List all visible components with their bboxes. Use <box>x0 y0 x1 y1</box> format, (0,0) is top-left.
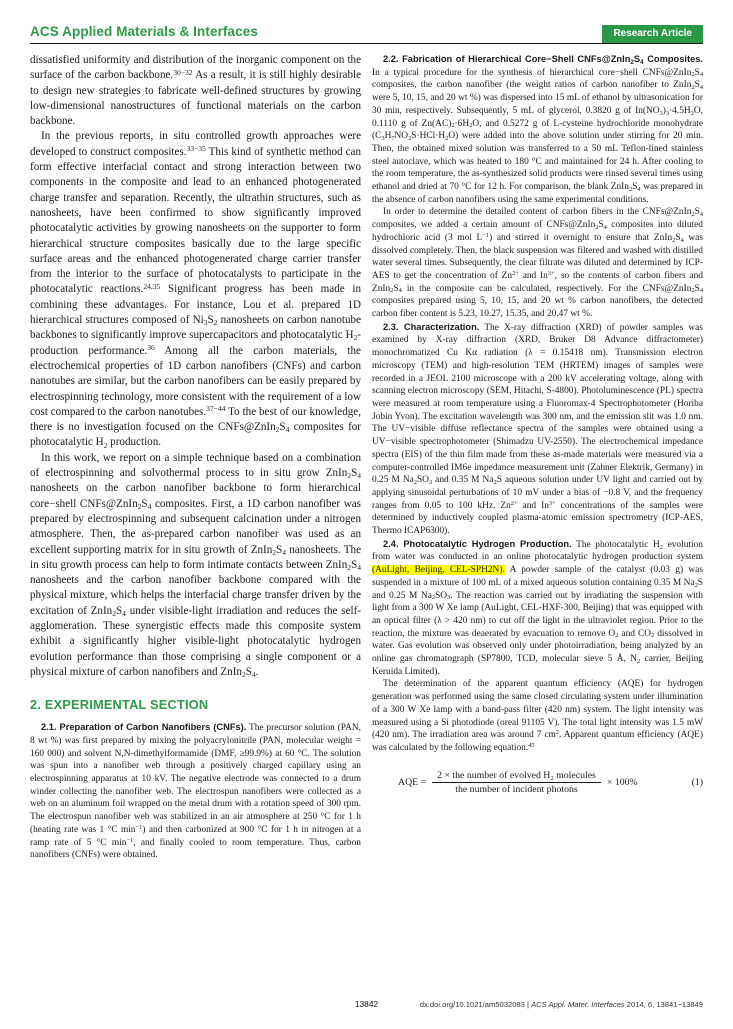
paragraph <box>30 721 361 862</box>
left-column <box>30 53 361 862</box>
research-article-badge: Research Article <box>602 25 703 43</box>
equation-rhs: × 100% <box>606 776 638 788</box>
subsection-heading-2-2: 2.2. Fabrication of Hierarchical Core−Shell $CNFs@ZnIn_2S_4$ Composites. <box>383 54 703 66</box>
subsection-heading-2-4: 2.4. Photocatalytic Hydrogen Production. <box>383 538 572 549</box>
subsection-heading-2-1: 2.1. Preparation of Carbon Nanofibers (CNFs). <box>41 722 247 733</box>
paragraph: In order to determine the detailed content of carbon fibers in the $CNFs@ZnIn_2S_4$ composites, we added a certain amount of $CNFs@ZnIn_2S_4$ composites into diluted hydrochloric acid (3 mol $L^{-1}$) and stirred it overnight to ensure that $ZnIn_2S_4$ was dissolved completely. Then, the black suspension was filtered and washed with distilled water several times. Subsequently, the clear filtrate was diluted and determined by ICP-AES to get the concentration of $Zn^{2+}$ and $In^{3+}$, so the contents of carbon fibers and $ZnIn_2S_4$ in the composite can be calculated, respectively. For the $CNFs@ZnIn_2S_4$ composites prepared using 5, 10, 15, and 20 wt % carbon nanofibers, the detected carbon fiber content is 5.23, 10.27, 15.35, and 20.47 wt %. <box>372 207 703 320</box>
right-column <box>372 53 703 862</box>
paragraph <box>372 53 703 206</box>
two-column-body <box>30 53 703 862</box>
footer-volume-pages: 2014, 6, 13841−13849 <box>626 1000 703 1009</box>
equation-fraction <box>432 770 601 795</box>
subsection-body: In a typical procedure for the synthesis of hierarchical core−shell $CNFs@ZnIn_2S_4$ composites, the carbon nanofiber (the weight ratios of carbon nanofiber to $ZnIn_2S_4$ were 5, 10, 15, and 20 wt %) was dispersed into 15 mL of ethanol by ultrasonication for 30 min, respectively. Subsequently, 5 mL of glycerol, 0.3820 g of $In(NO_3)_3\cdot 4.5H_2O$, 0.1110 g of $Zn(AC)_2\cdot 6H_2O$, and 0.5272 g of L-cysteine hydrochloride monohydrate $(C_3H_7NO_2S\cdot HCl\cdot H_2O)$ were added into the above solution under stirring for 20 min. Then, the obtained mixed solution was transferred to a 50 mL Teflon-lined stainless steel autoclave, which was heated to 180 °C and maintained for 24 h. After cooling to the room temperature, the as-synthesized solid products were rinsed several times using ethanol and dried at 70 °C for 12 h. For comparison, the blank $ZnIn_2S_4$ was prepared in the absence of carbon nanofibers using the same experimental conditions. <box>372 67 704 205</box>
subsection-body: The X-ray diffraction (XRD) of powder samples was examined by X-ray diffraction (XRD, Bruker D8 Advance diffractometer) monochromatized Cu Kα radiation (λ = 0.15418 nm). Transmission electron microscopy (TEM) and high-resolution TEM (HRTEM) images of samples were recorded in a JEOL 2100 microscope with a 200 kV accelerating voltage, along with scanning electron microscopy (SEM, Hitachi, S-4800). Photoluminescence (PL) spectra were measured at room temperature using a Fluoromax-4 Spectrophotometer (Horiba Jobin Yvon). The excitation wavelength was 300 nm, and the emission slit was 1.0 nm. The UV−visible diffuse reflectance spectra of the samples were obtained using a UV−visible spectrophotometer (Shimadzu UV-2550). The electrochemical impedance spectra (EIS) of the thin film made from these as-made materials were measured via a computer-controlled IM6e impedance measurement unit (Zahner Elektrik, Germany) in 0.25 M $Na_2SO_3$ and 0.35 M $Na_2S$ aqueous solution under UV light and carried out by applying sinusoidal perturbations of 10 mV under a bias of −0.8 V, and the frequency ranges from 0.05 to 100 kHz. $Zn^{2+}$ and $In^{3+}$ concentrations of the samples were determined by inductively coupled plasma-atomic emission spectrometry (ICP-AES, Thermo ICAP6300). <box>372 322 703 537</box>
paragraph <box>372 321 703 538</box>
page-header <box>30 24 703 43</box>
footer-doi: dx.doi.org/10.1021/am5032083 | <box>419 1000 529 1009</box>
subsection-body: The photocatalytic $H_2$ evolution from water was conducted in an online photocatalytic hydrogen production system <box>372 539 703 563</box>
subsection-body: A powder sample of the catalyst (0.03 g) was suspended in a mixture of 100 mL of a mixed aqueous solution containing 0.35 M $Na_2S$ and 0.25 M $Na_2SO_3$. The reaction was carried out by irradiating the suspension with light from a 300 W Xe lamp (AuLight, CEL-HXF-300, Beijing) that was equipped with an optical filter (λ > 420 nm) to cut off the light in the ultraviolet region. Prior to the reaction, the mixture was deaerated by evacuation to remove $O_2$ and $CO_2$ dissolved in water. Gas evolution was observed only under photoirradiation, being analyzed by an online gas chromatograph (SP7800, TCD, molecular sieve 5 Å, $N_2$ carrier, Beijing Keruida Limited). <box>372 565 703 677</box>
equation-number: (1) <box>691 776 703 788</box>
equation-denominator: the number of incident photons <box>432 782 601 795</box>
paragraph: dissatisfied uniformity and distribution of the inorganic component on the surface of the carbon backbone.$^{30-32}$ As a result, it is still highly desirable to design new strategies to fabricate well-defined structures by growing low-dimensional nanostructures of functional materials on the carbon backbone. <box>30 54 362 128</box>
section-heading-experimental: 2. EXPERIMENTAL SECTION <box>30 697 209 713</box>
aqe-equation <box>372 770 703 795</box>
paragraph: In the previous reports, in situ controlled growth approaches were developed to construct composites.$^{33-35}$ This kind of synthetic method can form effective interfacial contact and strong interaction between two components in the composite and lead to an enhanced photogenerated charge transfer and separation. Recently, the ultrathin structures, such as nanosheets, have been confirmed to show significantly improved photocatalytic activities by growing nanosheets on the supporter to form hierarchical structure composites basically due to the large specific surface areas and the enhanced photogenerated charge carrier transfer from the interior to the surface of photocatalysts to participate in the photocatalytic reactions.$^{24,35}$ Significant progress has been made in combining these advantages. For instance, Lou et al. prepared 1D hierarchical structures composed of $Ni_3S_2$ nanosheets on carbon nanotube backbones to significantly improve supercapacitors and photocatalytic $H_2$-production performance.$^{36}$ Among all the carbon materials, the electrochemical properties of 1D carbon nanofibers (CNFs) and carbon nanotubes are similar, but the carbon nanofibers can be easily prepared by electrospinning technology, more consistent with the requirement of a low cost compared to the carbon nanotubes.$^{37-44}$ To the best of our knowledge, there is no investigation focused on the $CNFs@ZnIn_2S_4$ composites for photocatalytic $H_2$ production. <box>30 130 362 450</box>
footer-journal-name: ACS Appl. Mater. Interfaces <box>531 1000 625 1009</box>
equation-lhs: AQE = <box>398 776 427 788</box>
equation-numerator: 2 × the number of evolved $H_2$ molecules <box>437 769 596 782</box>
footer-page-number: 13842 <box>354 999 379 1009</box>
journal-title: ACS Applied Materials & Interfaces <box>30 24 258 39</box>
page-footer <box>30 999 703 1013</box>
subsection-heading-2-3: 2.3. Characterization. <box>383 321 480 332</box>
paragraph: In this work, we report on a simple technique based on a combination of electrospinning and solvothermal process to in situ grow $ZnIn_2S_4$ nanosheets on the carbon nanofiber backbone to form hierarchical core−shell $CNFs@ZnIn_2S_4$ composites. First, a 1D carbon nanofiber was prepared by electrospinning and subsequent calcination under a nitrogen atmosphere. Then, the as-prepared carbon nanofiber was used as an excellent supporting matrix for in situ growth of $ZnIn_2S_4$ nanosheets. The in situ growth process can help to form intimate contacts between $ZnIn_2S_4$ nanosheets and the carbon nanofiber backbone compared with the physical mixture, which helps the interfacial charge transfer driven by the excitation of $ZnIn_2S_4$ under visible-light irradiation and reduces the self-agglomeration. These synergistic effects made this composite system exhibit a significantly higher visible-light photocatalytic hydrogen evolution performance than those comprising a single component or a physical mixture of carbon nanofibers and $ZnIn_2S_4$. <box>30 451 361 679</box>
paragraph <box>372 538 703 679</box>
paragraph: The determination of the apparent quantum efficiency (AQE) for hydrogen generation was performed using the same closed circulating system under illumination of a 300 W Xe lamp with a band-pass filter (420 nm) system. The light intensity was measured using a Si photodiode (oreal 91105 V). The total light intensity was 1.5 mW (420 nm). The irradiation area was around 7 $cm^2$. Apparent quantum efficiency (AQE) was calculated by the following equation.$^{45}$ <box>372 679 703 753</box>
header-rule <box>30 43 703 44</box>
footer-citation <box>420 1000 703 1009</box>
highlighted-text: (AuLight, Beijing, CEL-SPH2N). <box>372 565 505 576</box>
subsection-body: The precursor solution (PAN, 8 wt %) was first prepared by mixing the polyacrylonitrile (PAN, molecular weight = 160 000) and solvent N,N-dimethylformamide (DMF, ≥99.9%) at 60 °C. The solution was spun into a nanofiber web through a positively charged capillary using an electrospinning apparatus at 10 kV. The negative electrode was connected to a drum winder collecting the nanofiber web. The electrospun nanofibers were collected as a web on an aluminum foil wrapped on the metal drum with a rotation speed of 300 rpm. The electrospun nanofiber web was stabilized in an air atmosphere at 250 °C for 1 h (heating rate was 1 °C $\min^{-1}$) and then carbonized at 900 °C for 1 h in nitrogen at a ramp rate of 5 °C $\min^{-1}$, and finally cooled to room temperature. Thus, carbon nanofibers (CNFs) were obtained. <box>30 723 361 861</box>
